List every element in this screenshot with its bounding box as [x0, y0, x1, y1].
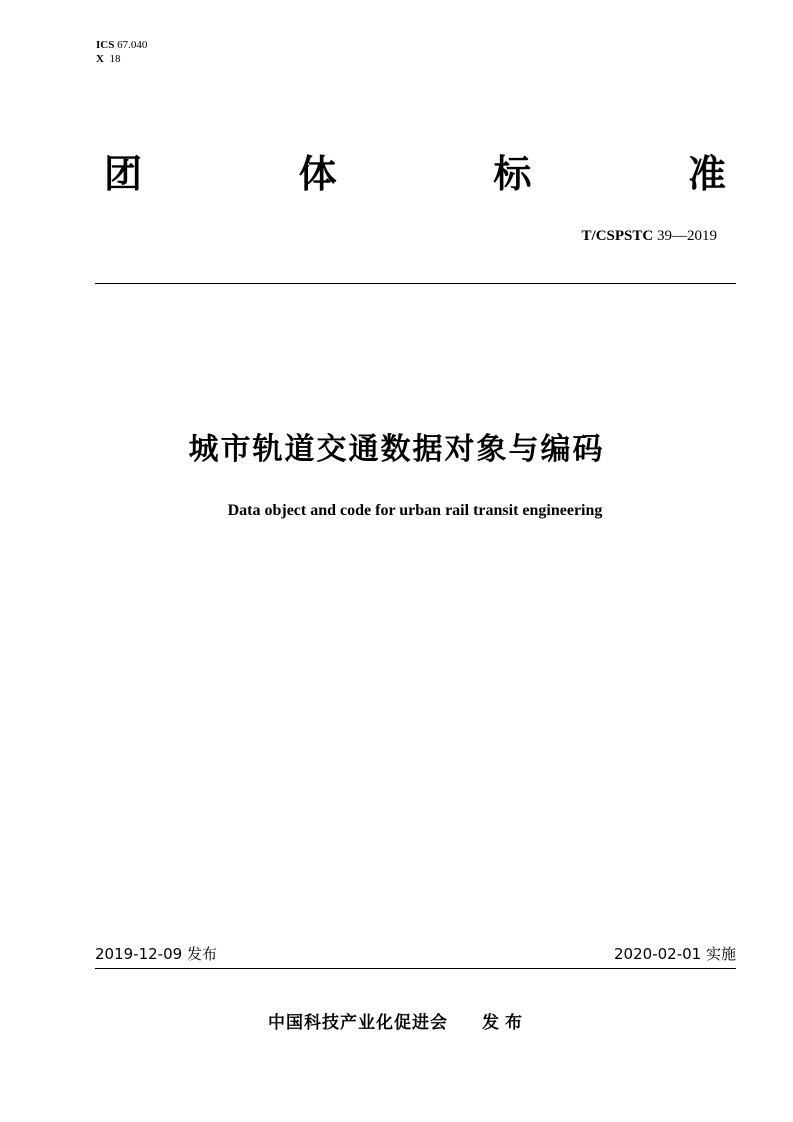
top-divider [95, 283, 736, 284]
standard-serial: 39—2019 [657, 228, 717, 244]
publisher-name: 中国科技产业化促进会 [268, 1013, 448, 1033]
ccs-label: X [96, 53, 104, 65]
standard-type-char-1: 团 [104, 152, 143, 196]
title-chinese: 城市轨道交通数据对象与编码 [188, 432, 605, 467]
bottom-divider [95, 968, 736, 969]
standard-number [582, 228, 717, 245]
publisher-action: 发布 [482, 1013, 528, 1033]
ics-line [96, 38, 147, 52]
effective-label: 实施 [705, 945, 736, 963]
effective-date-line [614, 943, 736, 964]
issue-date-line [95, 943, 217, 964]
title-english: Data object and code for urban rail transit engineering [227, 502, 603, 519]
classification-block [96, 38, 147, 66]
standard-type-heading [104, 152, 726, 196]
ccs-code: 18 [109, 53, 121, 65]
issue-label: 发布 [186, 945, 217, 963]
standard-type-char-3: 标 [493, 152, 532, 196]
ccs-line [96, 52, 147, 66]
ics-code: 67.040 [117, 39, 148, 51]
standard-type-char-4: 准 [687, 152, 726, 196]
standard-type-char-2: 体 [298, 152, 337, 196]
publisher-line [268, 1008, 528, 1033]
effective-date: 2020-02-01 [614, 945, 702, 963]
standard-code: T/CSPSTC [581, 228, 654, 244]
ics-label: ICS [96, 39, 115, 51]
issue-date: 2019-12-09 [95, 945, 183, 963]
